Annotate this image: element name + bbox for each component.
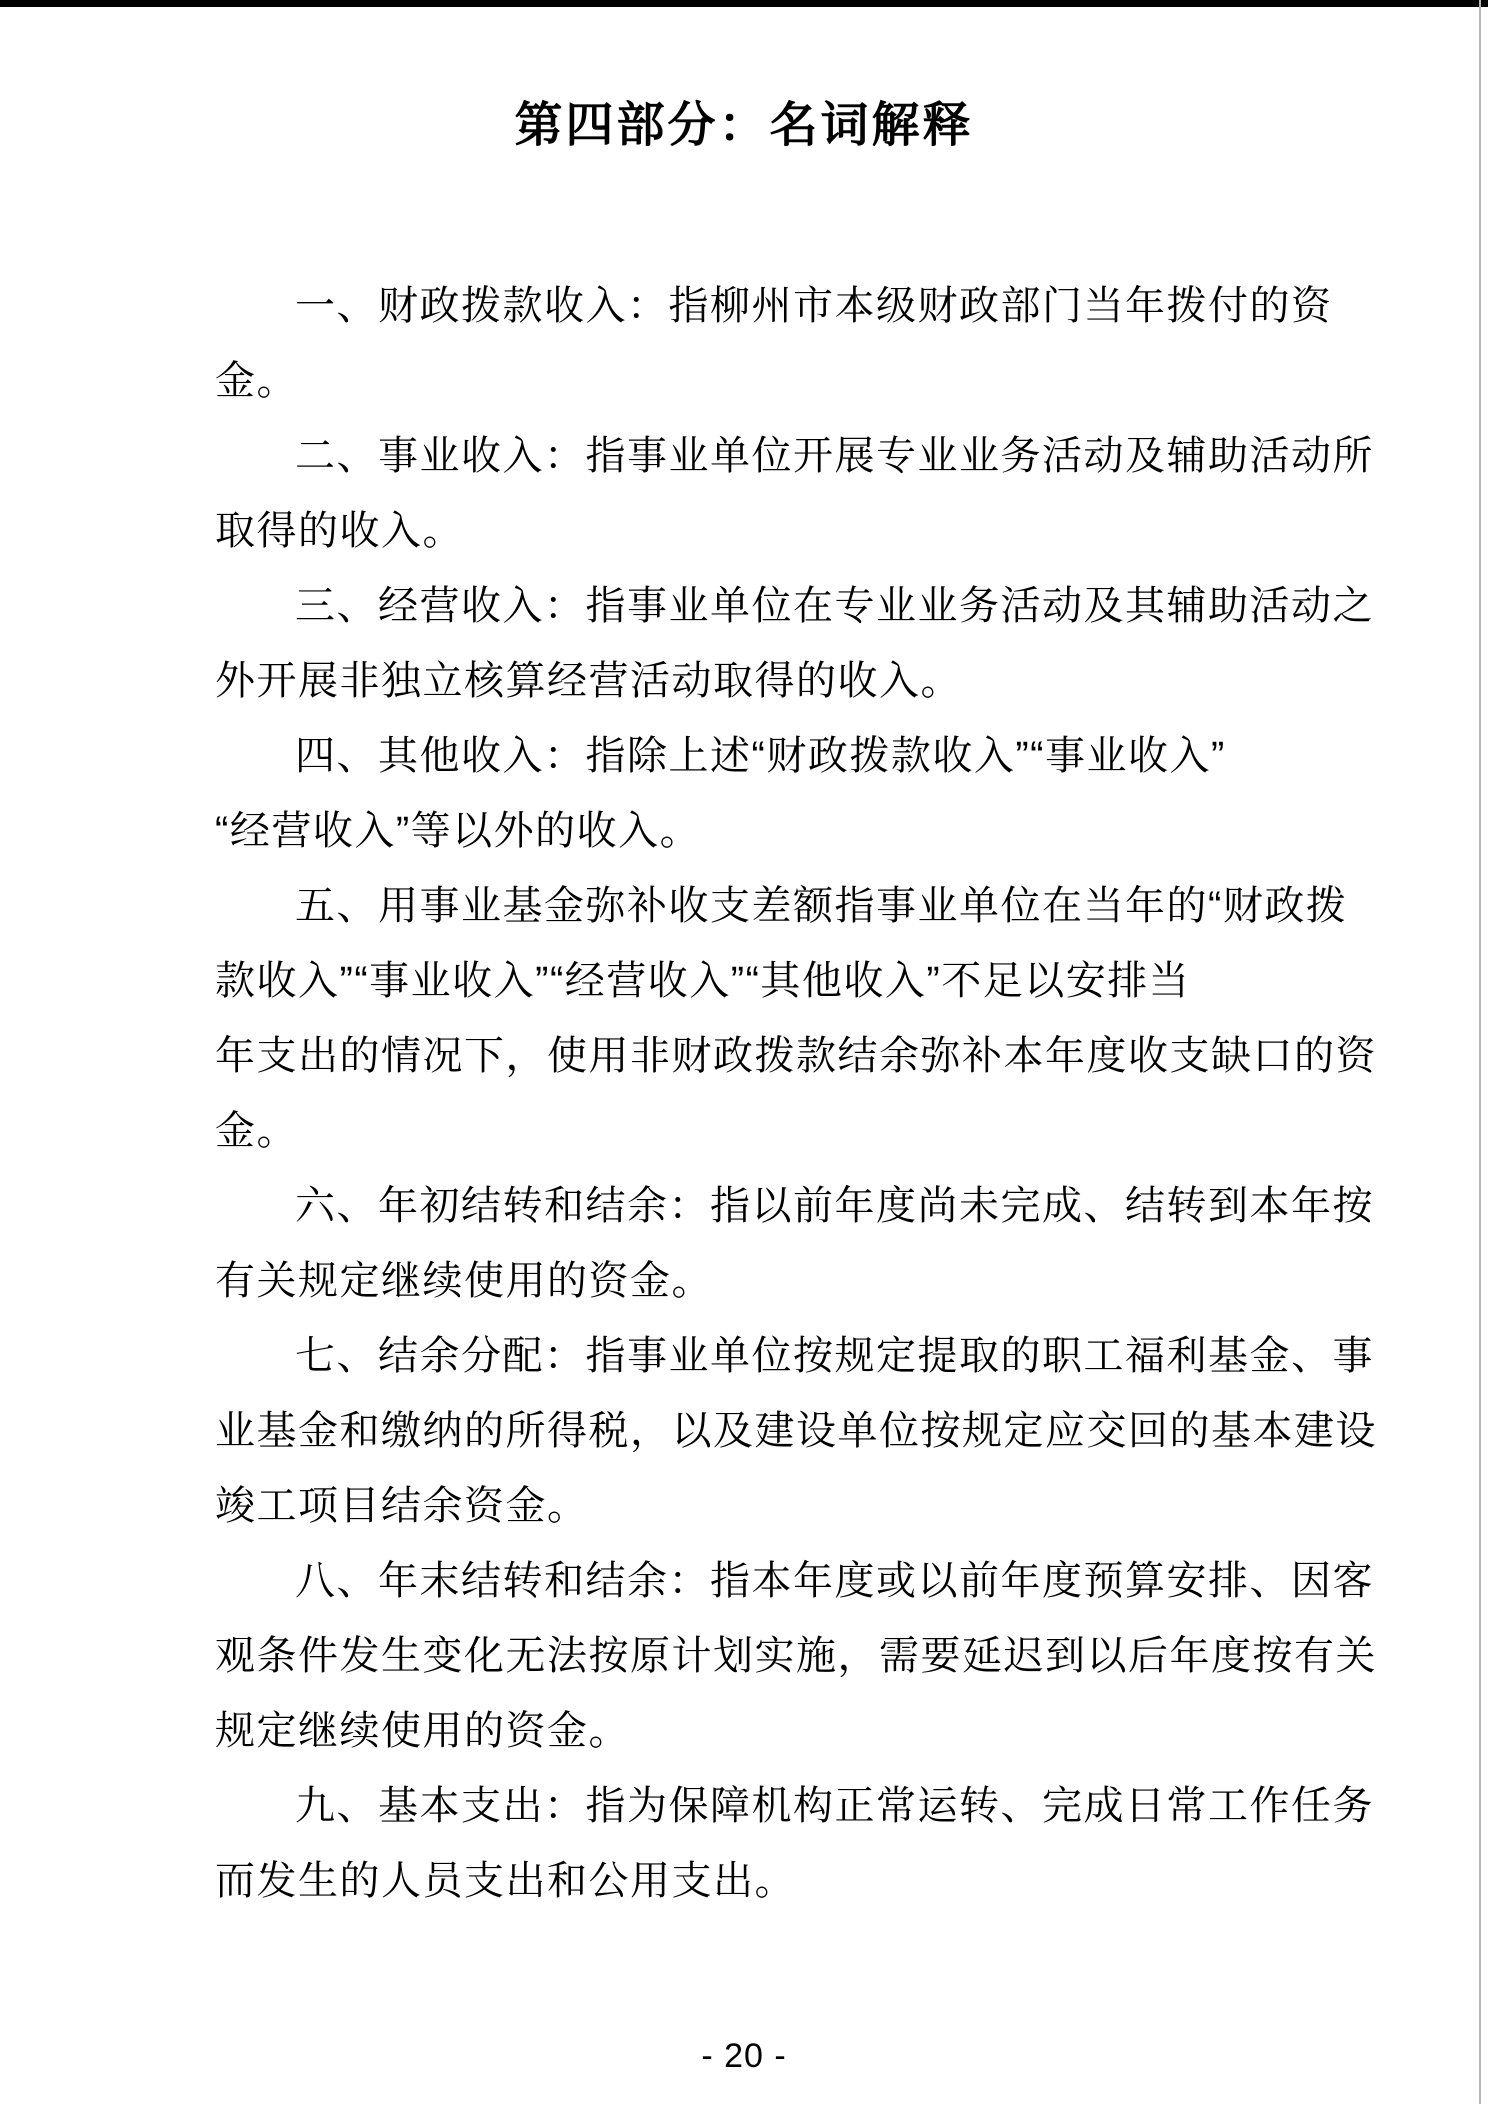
- definition-paragraph-7: [215, 1319, 1377, 1544]
- text-line: 竣工项目结余资金。: [215, 1484, 589, 1528]
- definition-paragraph-8: [215, 1544, 1377, 1769]
- definition-paragraph-2: [215, 419, 1374, 569]
- text-line: 六、年初结转和结余：指以前年度尚未完成、结转到本年按: [295, 1184, 1374, 1228]
- text-line: 款收入”“事业收入”“经营收入”“其他收入”不足以安排当: [215, 959, 1191, 1003]
- scan-edge-line: [1479, 0, 1481, 2104]
- text-line: “经营收入”等以外的收入。: [215, 809, 702, 853]
- definition-paragraph-6: [215, 1169, 1374, 1319]
- text-line: 取得的收入。: [215, 509, 464, 553]
- text-line: 七、结余分配：指事业单位按规定提取的职工福利基金、事: [295, 1334, 1374, 1378]
- definition-paragraph-5: [215, 869, 1377, 1169]
- text-line: 年支出的情况下，使用非财政拨款结余弥补本年度收支缺口的资: [215, 1034, 1377, 1078]
- text-line: 外开展非独立核算经营活动取得的收入。: [215, 659, 962, 703]
- text-line: 业基金和缴纳的所得税，以及建设单位按规定应交回的基本建设: [215, 1409, 1377, 1453]
- text-line: 一、财政拨款收入：指柳州市本级财政部门当年拨付的资: [295, 284, 1333, 328]
- text-line: 而发生的人员支出和公用支出。: [215, 1859, 796, 1903]
- text-line: 二、事业收入：指事业单位开展专业业务活动及辅助活动所: [295, 434, 1374, 478]
- page-number: - 20 -: [701, 2037, 787, 2075]
- page-title: 第四部分：名词解释: [514, 99, 974, 152]
- text-line: 有关规定继续使用的资金。: [215, 1259, 713, 1303]
- text-line: 九、基本支出：指为保障机构正常运转、完成日常工作任务: [295, 1784, 1374, 1828]
- definition-paragraph-3: [215, 569, 1374, 719]
- definition-paragraph-4: [215, 719, 1348, 869]
- text-line: 金。: [215, 359, 298, 403]
- text-line: 五、用事业基金弥补收支差额指事业单位在当年的“财政拨: [295, 884, 1348, 928]
- text-line: 四、其他收入：指除上述“财政拨款收入”“事业收入”: [295, 734, 1226, 778]
- text-line: 八、年末结转和结余：指本年度或以前年度预算安排、因客: [295, 1559, 1374, 1603]
- document-body: [215, 269, 1377, 1919]
- definition-paragraph-9: [215, 1769, 1374, 1919]
- text-line: 规定继续使用的资金。: [215, 1709, 630, 1753]
- text-line: 金。: [215, 1109, 298, 1153]
- page-top-border: [0, 0, 1488, 7]
- text-line: 三、经营收入：指事业单位在专业业务活动及其辅助活动之: [295, 584, 1374, 628]
- definition-paragraph-1: [215, 269, 1348, 419]
- text-line: 观条件发生变化无法按原计划实施，需要延迟到以后年度按有关: [215, 1634, 1377, 1678]
